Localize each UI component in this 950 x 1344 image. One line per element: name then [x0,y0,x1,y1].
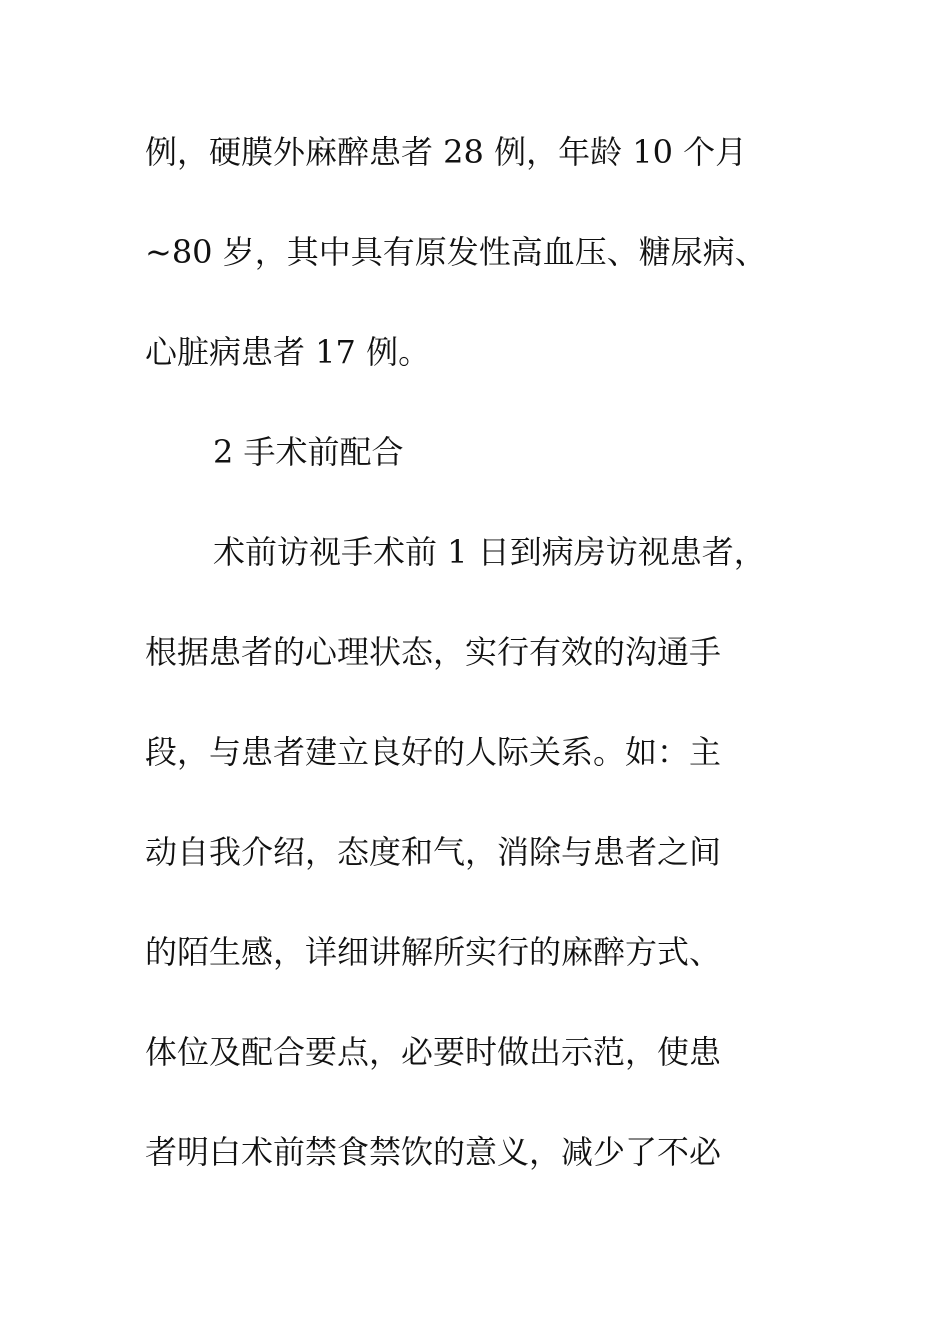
paragraph-line: 例，硬膜外麻醉患者 28 例，年龄 10 个月 [145,133,748,171]
paragraph-line: 者明白术前禁食禁饮的意义，减少了不必 [145,1133,722,1171]
paragraph-line: 的陌生感，详细讲解所实行的麻醉方式、 [145,933,722,971]
paragraph-line: ~80 岁，其中具有原发性高血压、糖尿病、 [145,233,767,271]
paragraph-line: 根据患者的心理状态，实行有效的沟通手 [145,633,722,671]
paragraph-line: 动自我介绍，态度和气，消除与患者之间 [145,833,722,871]
paragraph-line: 体位及配合要点，必要时做出示范，使患 [145,1033,722,1071]
section-heading: 2 手术前配合 [213,433,404,471]
paragraph-line: 术前访视手术前 1 日到病房访视患者， [213,533,766,571]
paragraph-line: 段，与患者建立良好的人际关系。如：主 [145,733,722,771]
paragraph-line: 心脏病患者 17 例。 [145,333,431,371]
